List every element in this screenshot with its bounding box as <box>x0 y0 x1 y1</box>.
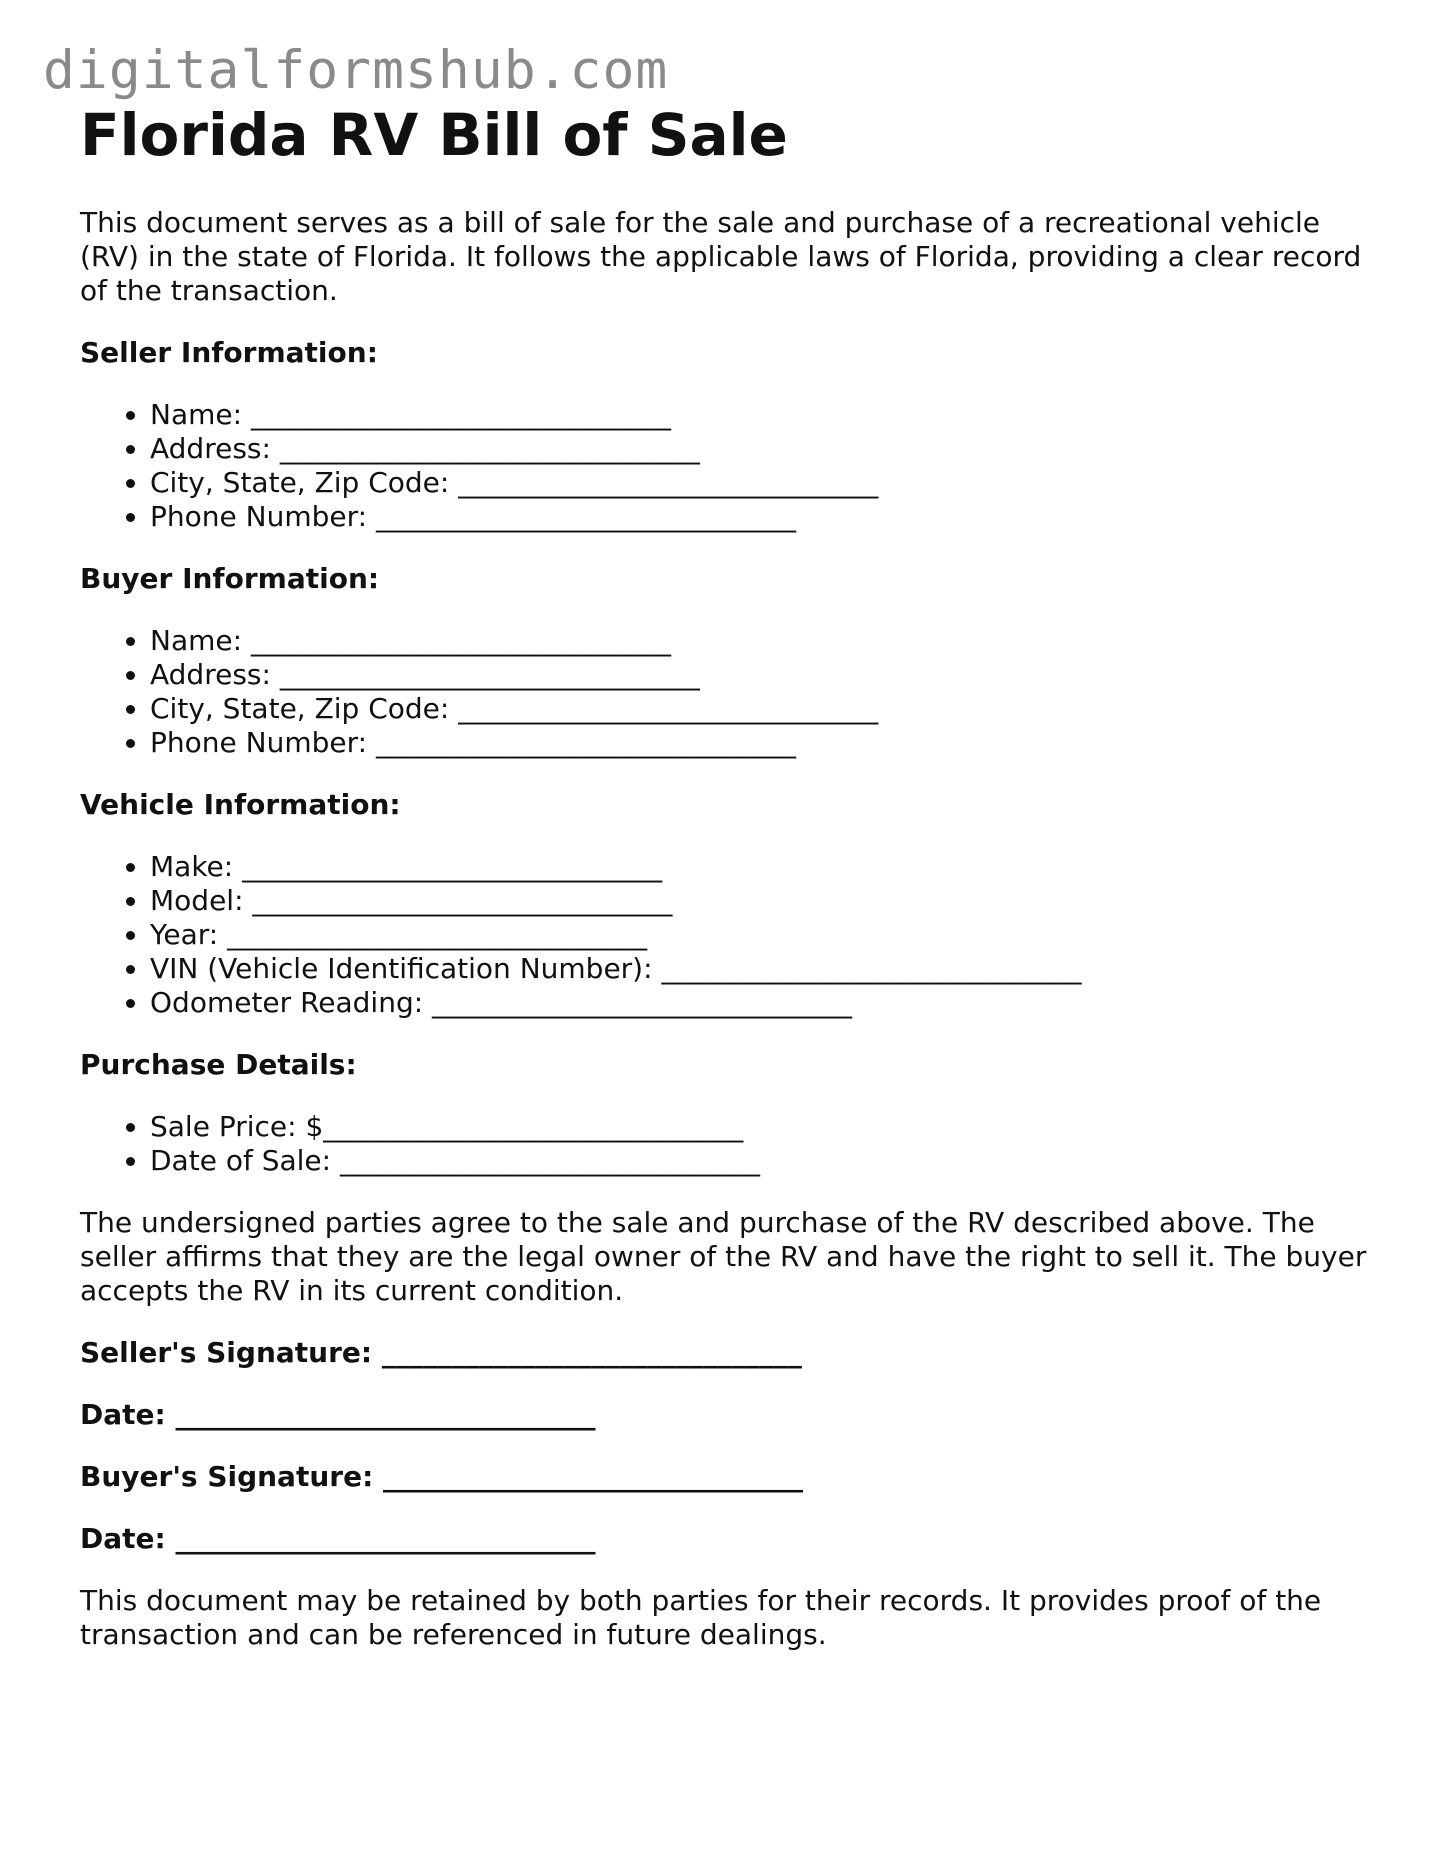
seller-address-field[interactable]: • Address: ______________________________ <box>150 432 1370 466</box>
vehicle-make-field[interactable]: • Make: ______________________________ <box>150 850 1370 884</box>
purchase-fields-list <box>80 1110 1370 1178</box>
seller-fields-list <box>80 398 1370 534</box>
sale-price-field[interactable]: • Sale Price: $______________________________ <box>150 1110 1370 1144</box>
vehicle-fields-list <box>80 850 1370 1020</box>
buyer-fields-list <box>80 624 1370 760</box>
buyer-address-field[interactable]: • Address: ______________________________ <box>150 658 1370 692</box>
document-body <box>80 100 1370 1652</box>
buyer-signature-field[interactable]: Buyer's Signature: ______________________________ <box>80 1460 804 1493</box>
vehicle-section-heading: Vehicle Information: <box>80 788 401 821</box>
buyer-date-field[interactable]: Date: ______________________________ <box>80 1522 596 1555</box>
agreement-paragraph: The undersigned parties agree to the sale and purchase of the RV described above. The seller affirms that they are the legal owner of the RV and have the right to sell it. The buyer accepts the RV in its current condition. <box>80 1206 1367 1307</box>
seller-phone-field[interactable]: • Phone Number: ______________________________ <box>150 500 1370 534</box>
seller-section-heading: Seller Information: <box>80 336 378 369</box>
intro-paragraph: This document serves as a bill of sale for the sale and purchase of a recreational vehicle (RV) in the state of Florida. It follows the applicable laws of Florida, providing a clear record of the transaction. <box>80 206 1362 307</box>
vehicle-odometer-field[interactable]: • Odometer Reading: ______________________________ <box>150 986 1370 1020</box>
seller-signature-field[interactable]: Seller's Signature: ______________________________ <box>80 1336 802 1369</box>
vehicle-year-field[interactable]: • Year: ______________________________ <box>150 918 1370 952</box>
page-title: Florida RV Bill of Sale <box>80 101 788 169</box>
purchase-section-heading: Purchase Details: <box>80 1048 357 1081</box>
buyer-name-field[interactable]: • Name: ______________________________ <box>150 624 1370 658</box>
closing-paragraph: This document may be retained by both parties for their records. It provides proof of the transaction and can be referenced in future dealings. <box>80 1584 1322 1651</box>
seller-city-state-zip-field[interactable]: • City, State, Zip Code: ______________________________ <box>150 466 1370 500</box>
vehicle-model-field[interactable]: • Model: ______________________________ <box>150 884 1370 918</box>
buyer-phone-field[interactable]: • Phone Number: ______________________________ <box>150 726 1370 760</box>
seller-name-field[interactable]: • Name: ______________________________ <box>150 398 1370 432</box>
seller-date-field[interactable]: Date: ______________________________ <box>80 1398 596 1431</box>
watermark: digitalformshub.com <box>43 40 669 101</box>
date-of-sale-field[interactable]: • Date of Sale: ______________________________ <box>150 1144 1370 1178</box>
vehicle-vin-field[interactable]: • VIN (Vehicle Identification Number): ______________________________ <box>150 952 1370 986</box>
buyer-section-heading: Buyer Information: <box>80 562 380 595</box>
buyer-city-state-zip-field[interactable]: • City, State, Zip Code: ______________________________ <box>150 692 1370 726</box>
